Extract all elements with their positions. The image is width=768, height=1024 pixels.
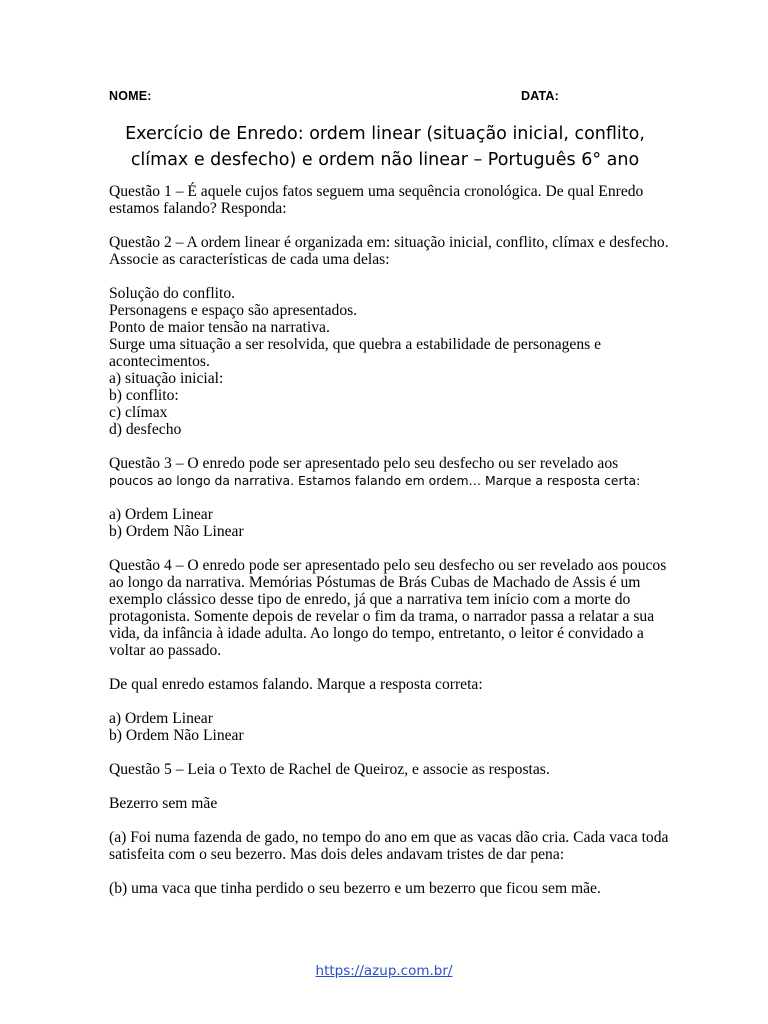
question-3 xyxy=(109,455,669,489)
q2-statement: Ponto de maior tensão na narrativa. xyxy=(109,319,330,336)
question-1: Questão 1 – É aquele cujos fatos seguem uma sequência cronológica. De qual Enredo estamos falando? Responda: xyxy=(109,183,644,217)
footer-link[interactable]: https://azup.com.br/ xyxy=(315,963,453,979)
title-line-1: Exercício de Enredo: ordem linear (situação inicial, conflito, xyxy=(125,124,645,144)
document-body xyxy=(109,183,669,914)
q4-option: b) Ordem Não Linear xyxy=(109,727,244,744)
question-2: Questão 2 – A ordem linear é organizada em: situação inicial, conflito, clímax e desfecho. Associe as características de cada uma delas: xyxy=(109,234,669,268)
question-5: Questão 5 – Leia o Texto de Rachel de Queiroz, e associe as respostas. xyxy=(109,761,550,778)
question-3-line-2: poucos ao longo da narrativa. Estamos falando em ordem… Marque a resposta certa: xyxy=(109,473,641,488)
q2-option: b) conflito: xyxy=(109,387,179,404)
title-line-2: clímax e desfecho) e ordem não linear – Português 6° ano xyxy=(130,150,640,170)
name-label: NOME: xyxy=(109,89,152,103)
question-4: Questão 4 – O enredo pode ser apresentado pelo seu desfecho ou ser revelado aos poucos ao longo da narrativa. Memórias Póstumas de Brás Cubas de Machado de Assis é um exemplo clássico desse tipo de enredo, já que a narrativa tem início com a morte do protagonista. Somente depois de revelar o fim da trama, o narrador passa a relatar a sua vida, da infância à idade adulta. Ao longo do tempo, entretanto, o leitor é convidado a voltar ao passado. xyxy=(109,557,667,659)
q3-option: b) Ordem Não Linear xyxy=(109,523,244,540)
q2-statement: Solução do conflito. xyxy=(109,285,236,302)
story-paragraph-a: (a) Foi numa fazenda de gado, no tempo do ano em que as vacas dão cria. Cada vaca toda satisfeita com o seu bezerro. Mas dois deles andavam tristes de dar pena: xyxy=(109,829,669,863)
question-2-statements-and-options xyxy=(109,285,669,438)
question-4-prompt: De qual enredo estamos falando. Marque a resposta correta: xyxy=(109,676,483,693)
q4-option: a) Ordem Linear xyxy=(109,710,213,727)
story-paragraph-b: (b) uma vaca que tinha perdido o seu bezerro e um bezerro que ficou sem mãe. xyxy=(109,880,601,897)
page-title xyxy=(90,121,680,173)
question-4-options xyxy=(109,710,669,744)
question-3-line-1: Questão 3 – O enredo pode ser apresentado pelo seu desfecho ou ser revelado aos xyxy=(109,455,619,472)
q3-option: a) Ordem Linear xyxy=(109,506,213,523)
q2-statement: Personagens e espaço são apresentados. xyxy=(109,302,358,319)
date-label: DATA: xyxy=(521,89,560,103)
story-title: Bezerro sem mãe xyxy=(109,795,218,812)
question-3-options xyxy=(109,506,669,540)
q2-statement: Surge uma situação a ser resolvida, que quebra a estabilidade de personagens e acontecimentos. xyxy=(109,336,602,370)
footer xyxy=(0,963,768,979)
q2-option: d) desfecho xyxy=(109,421,182,438)
q2-option: a) situação inicial: xyxy=(109,370,224,387)
q2-option: c) clímax xyxy=(109,404,168,421)
